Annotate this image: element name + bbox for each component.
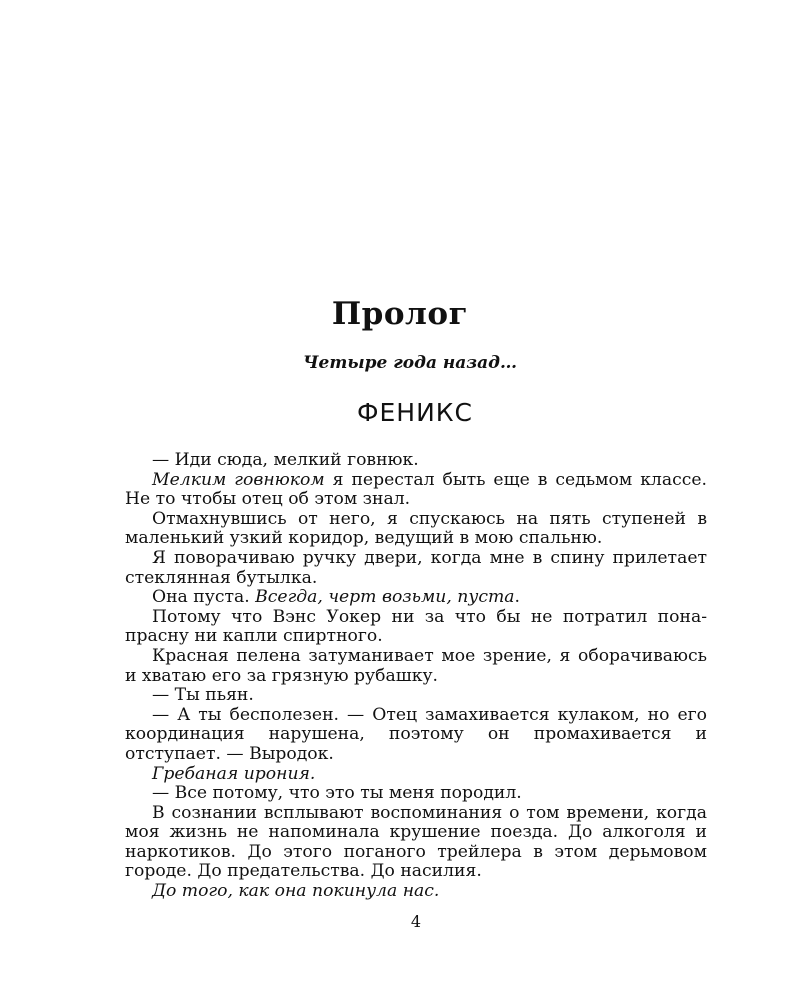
paragraph (125, 804, 707, 882)
text-span: Она пуста. (152, 587, 256, 608)
italic-text-span: Мелким говнюком (152, 469, 325, 490)
text-span: . (514, 587, 520, 608)
paragraph (125, 451, 707, 471)
italic-text-span: До того, как она покинула нас. (152, 881, 440, 902)
paragraph (125, 608, 707, 647)
text-span: Красная пелена затуманивает мое зрение, я оборачиваюсь и хватаю его за грязную рубашку. (125, 645, 707, 686)
italic-text-span: Всегда, черт возьми, пуста (255, 587, 515, 608)
text-span: Я поворачиваю ручку двери, когда мне в спину прилетает стеклянная бутылка. (125, 547, 707, 588)
chapter-title: Пролог (331, 296, 469, 332)
text-span: Отмахнувшись от него, я спускаюсь на пять ступеней в маленький узкий коридор, ведущий в мою спальню. (125, 508, 707, 549)
body-text (125, 451, 707, 902)
paragraph (125, 647, 707, 686)
paragraph (125, 765, 707, 785)
page-number: 4 (410, 912, 422, 931)
paragraph (125, 549, 707, 588)
paragraph (125, 588, 707, 608)
text-span: — Иди сюда, мелкий говнюк. (152, 450, 419, 470)
italic-text-span: Гребаная ирония. (152, 763, 316, 784)
section-heading: ФЕНИКС (356, 398, 474, 427)
paragraph (125, 510, 707, 549)
text-span: — Ты пьян. (152, 685, 254, 706)
text-span: — Все потому, что это ты меня породил. (152, 783, 522, 804)
text-span: Потому что Вэнс Уокер ни за что бы не потратил понапрасну ни капли спиртного. (125, 606, 707, 647)
text-span: — А ты бесполезен. — Отец замахивается кулаком, но его координация нарушена, поэтому он промахивается и отступает. — Выродок. (125, 704, 707, 764)
paragraph (125, 784, 707, 804)
text-span: В сознании всплывают воспоминания о том времени, когда моя жизнь не напоминала крушение поезда. До алкоголя и наркотиков. До этого поганого трейлера в этом дерьмовом городе. До предательства. До насилия. (125, 802, 707, 882)
paragraph (125, 706, 707, 765)
paragraph (125, 686, 707, 706)
paragraph (125, 882, 707, 902)
text-span: я перестал быть еще в седьмом классе. Не то чтобы отец об этом знал. (125, 469, 707, 510)
paragraph (125, 471, 707, 510)
chapter-subtitle: Четыре года назад… (303, 353, 517, 373)
